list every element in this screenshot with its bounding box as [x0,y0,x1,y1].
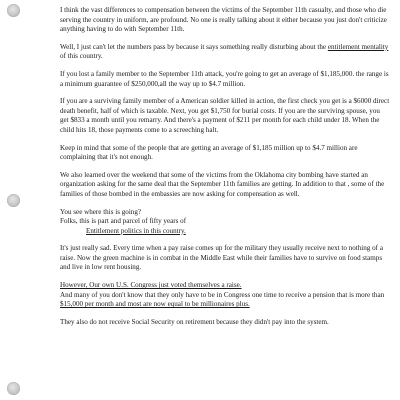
document-body [60,6,390,335]
paragraph-2-pre: Well, I just can't let the numbers pass by because it says something really disturbing about the [60,42,328,51]
binder-hole-top [7,4,20,17]
paragraph-2-post: of this country. [60,52,103,61]
paragraph-9 [60,281,390,310]
paragraph-7-line-1: You see where this is going? [60,207,142,216]
pension-amount-phrase: $15,000 per month and most are now equal to be millionaires plus. [60,300,250,309]
paragraph-3: If you lost a family member to the September 11th attack, you're going to get an average of $1,185,000. the range is a minimum guarantee of $250,000,all the way up to $4.7 million. [60,69,389,88]
congress-raise-line: However, Our own U.S. Congress just voted themselves a raise. [60,281,242,290]
paragraph-7-line-2: Folks, this is part and parcel of fifty years of [60,217,187,226]
paragraph-1: I think the vast differences to compensation between the victims of the September 11th casualty, and those who die serving the country in uniform, are profound. No one is really talking about it either because you just don't criticize anything having to do with September 11th. [60,6,387,34]
paragraph-2 [60,43,390,62]
paragraph-6: We also learned over the weekend that some of the victims from the Oklahoma city bombing have started an organization asking for the same deal that the September 11th families are getting. In addition to that , some of the families of those bombed in the embassies are now asking for compensation as well. [60,170,385,198]
entitlement-politics-line: Entitlement politics in this country. [86,226,186,235]
paragraph-5: Keep in mind that some of the people that are getting an average of $1,185 million up to $4.7 million are complaining that it's not enough. [60,143,358,162]
binder-hole-middle [7,194,20,207]
entitlement-mentality-phrase: entitlement mentality [327,42,389,51]
paragraph-8: It's just really sad. Every time when a pay raise comes up for the military they usually receive next to nothing of a raise. Now the green machine is in combat in the Middle East while their families have to survive on food stamps and live in low rent housing. [60,244,383,272]
paragraph-10: They also do not receive Social Security on retirement because they didn't pay into the system. [60,317,329,326]
paragraph-7 [60,208,390,237]
paragraph-4: If you are a surviving family member of a American soldier killed in action, the first check you get is a $6000 direct death benefit, half of which is taxable. Next, you get $1,750 for burial costs. If you are the surviving spouse, you get $833 a month until you remarry. And there's a payment of $211 per month for each child under 18. When the child hits 18, those payments come to a screeching halt. [60,97,390,134]
binder-hole-bottom [7,382,20,395]
paragraph-9-mid: And many of you don't know that they only have to be in Congress one time to receive a pension that is more than [60,290,385,299]
